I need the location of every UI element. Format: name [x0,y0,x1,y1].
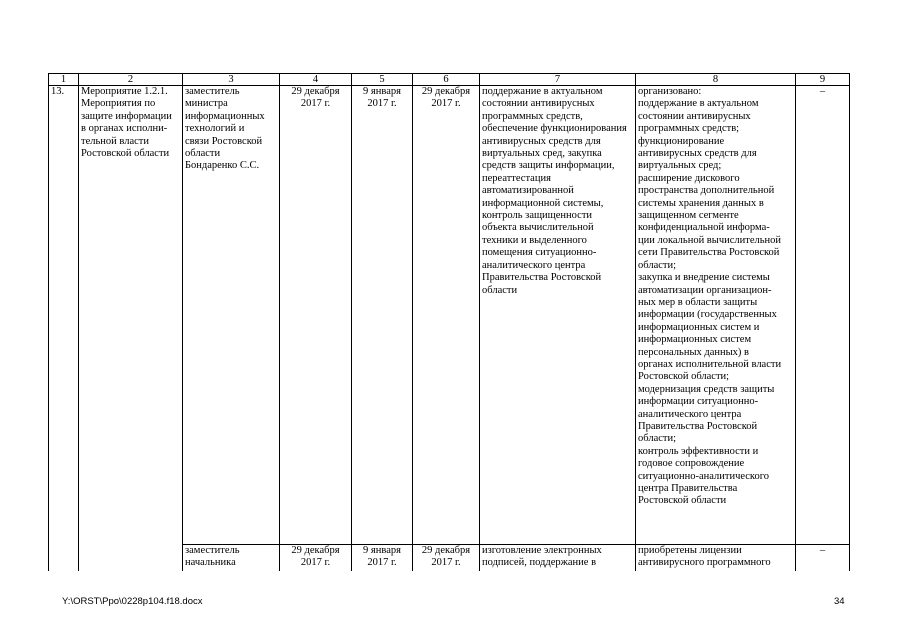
note-cell: – [796,545,850,572]
cell-line: 2017 г. [431,98,461,110]
cell-line: связи Ростовской [185,135,263,147]
cell-line: организовано: [638,86,702,97]
cell-line: 2017 г. [367,98,397,110]
cell-line: закупка и внедрение системы [638,272,770,284]
cell-line: заместитель [185,86,240,97]
cell-line: 29 декабря [421,545,471,556]
cell-line: информации (государственных [638,309,777,321]
cell-line: помещения ситуационно- [482,247,597,259]
date-end-cell [413,545,480,572]
cell-line: Бондаренко С.С. [185,160,260,172]
cell-line: расширение дискового [638,172,740,184]
col-header-5: 5 [352,74,413,86]
cell-line: информационной системы, [482,197,604,209]
cell-line: в органах исполни- [81,123,168,135]
cell-line: органах исполнительной власти [638,358,782,370]
table-row [49,86,850,545]
cell-line: сети Правительства Ростовской [638,247,780,259]
report-table [48,73,850,571]
cell-line: объекта вычислительной [482,222,594,234]
cell-line: годовое сопровождение [638,458,745,470]
col-header-3: 3 [183,74,280,86]
cell-line: области; [638,259,677,271]
col-header-7: 7 [480,74,636,86]
cell-line: подписей, поддержание в [482,557,597,569]
cell-line: ситуационно-аналитического [638,470,770,482]
actual-cell [636,86,796,545]
event-cell [79,86,183,572]
col-header-1: 1 [49,74,79,86]
cell-line: виртуальных сред; [638,160,722,172]
cell-line: системы хранения данных в [638,197,764,209]
cell-line: персональных данных) в [638,346,750,358]
cell-line: области [185,148,221,160]
cell-line: технологий и [185,123,245,135]
cell-line: аналитического центра [482,259,586,271]
cell-line: 2017 г. [431,557,461,569]
cell-line: 29 декабря [291,545,340,556]
cell-line: техники и выделенного [482,234,587,246]
col-header-8: 8 [636,74,796,86]
column-number-row [49,74,850,86]
cell-line: Правительства Ростовской [482,272,602,284]
cell-line: аналитического центра [638,408,742,420]
cell-line: области [482,284,518,296]
cell-line: программных средств; [638,123,740,135]
cell-line: 29 декабря [291,86,340,97]
cell-line: модернизация средств защиты [638,383,775,395]
date-start-cell [280,86,352,545]
cell-line: антивирусного программного [638,557,771,569]
cell-line: 2017 г. [300,98,331,110]
cell-line: 29 декабря [421,86,471,97]
cell-line: Мероприятие 1.2.1. [81,86,168,97]
cell-line: защите информации [81,110,172,122]
cell-line: переаттестация [482,172,551,184]
actual-cell [636,545,796,572]
responsible-cell [183,86,280,545]
cell-line: 9 января [363,545,401,556]
cell-line: центра Правительства [638,483,738,494]
date-start-cell [280,545,352,572]
cell-line: начальника [185,557,236,569]
cell-line: антивирусных средств для [482,135,601,147]
cell-line: программных средств, [482,110,583,122]
cell-line: информации ситуационно- [638,396,759,408]
cell-line: контроль эффективности и [638,445,759,457]
cell-line: Ростовской области [638,495,727,507]
cell-line: виртуальных сред, закупка [482,148,602,160]
footer-file-path: Y:\ORST\Ppo\0228p104.f18.docx [62,596,203,607]
cell-line: Ростовской области [81,148,170,160]
cell-line: области; [638,433,677,445]
col-header-2: 2 [79,74,183,86]
date-mid-cell [352,545,413,572]
cell-line: автоматизированной [482,185,574,197]
cell-line: автоматизации организацион- [638,284,772,296]
page-number: 34 [834,596,845,607]
note-cell: – [796,86,850,545]
row-number: 13. [49,86,79,572]
cell-line: Мероприятия по [81,98,156,110]
planned-cell [480,545,636,572]
cell-line: Правительства Ростовской [638,420,758,432]
cell-line: пространства дополнительной [638,185,775,197]
cell-line: защищенном сегменте [638,210,739,222]
cell-line: конфиденциальной информа- [638,222,770,234]
cell-line: информационных систем и [638,321,760,333]
cell-line: антивирусных средств для [638,148,757,160]
date-end-cell [413,86,480,545]
cell-line: 2017 г. [367,557,397,569]
cell-line: состоянии антивирусных [638,110,751,122]
cell-line: информационных систем [638,334,752,346]
cell-line: заместитель [185,545,240,556]
cell-line: состоянии антивирусных [482,98,595,110]
cell-line: приобретены лицензии [638,545,742,556]
cell-line: Ростовской области; [638,371,730,383]
cell-line: ных мер в области защиты [638,296,758,308]
cell-line: поддержание в актуальном [482,86,603,97]
cell-line: ции локальной вычислительной [638,234,782,246]
cell-line: изготовление электронных [482,545,602,556]
col-header-4: 4 [280,74,352,86]
cell-line: 9 января [363,86,401,97]
cell-line: 2017 г. [300,557,331,569]
col-header-6: 6 [413,74,480,86]
cell-line: министра [185,98,228,110]
planned-cell [480,86,636,545]
cell-line: тельной власти [81,135,149,147]
col-header-9: 9 [796,74,850,86]
cell-line: средств защиты информации, [482,160,615,172]
date-mid-cell [352,86,413,545]
cell-line: функционирование [638,135,725,147]
cell-line: поддержание в актуальном [638,98,759,110]
responsible-cell [183,545,280,572]
cell-line: информационных [185,110,265,122]
cell-line: обеспечение функционирования [482,123,627,135]
cell-line: контроль защищенности [482,210,593,222]
